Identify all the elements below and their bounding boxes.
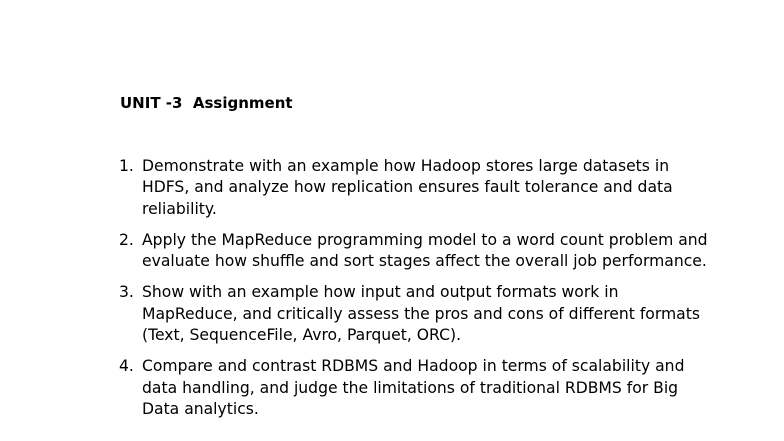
- list-item: [119, 230, 709, 273]
- item-number: 2.: [119, 230, 134, 249]
- list-item: [119, 356, 709, 420]
- item-text: Compare and contrast RDBMS and Hadoop in terms of scalability and data handling, and judge the limitations of traditional RDBMS for Big Data analytics.: [142, 357, 685, 418]
- list-item: [119, 282, 709, 346]
- list-item: [119, 156, 709, 220]
- question-list: [119, 156, 709, 430]
- item-text: Show with an example how input and output formats work in MapReduce, and critically assess the pros and cons of different formats (Text, SequenceFile, Avro, Parquet, ORC).: [142, 283, 700, 345]
- item-number: 1.: [119, 157, 134, 175]
- item-text: Apply the MapReduce programming model to a word count problem and evaluate how shuffle and sort stages affect the overall job performance.: [142, 230, 708, 271]
- item-text: Demonstrate with an example how Hadoop stores large datasets in HDFS, and analyze how replication ensures fault tolerance and data reliability.: [142, 157, 673, 218]
- item-number: 4.: [119, 357, 134, 376]
- assignment-title: UNIT -3 Assignment: [120, 94, 293, 112]
- item-number: 3.: [119, 283, 134, 302]
